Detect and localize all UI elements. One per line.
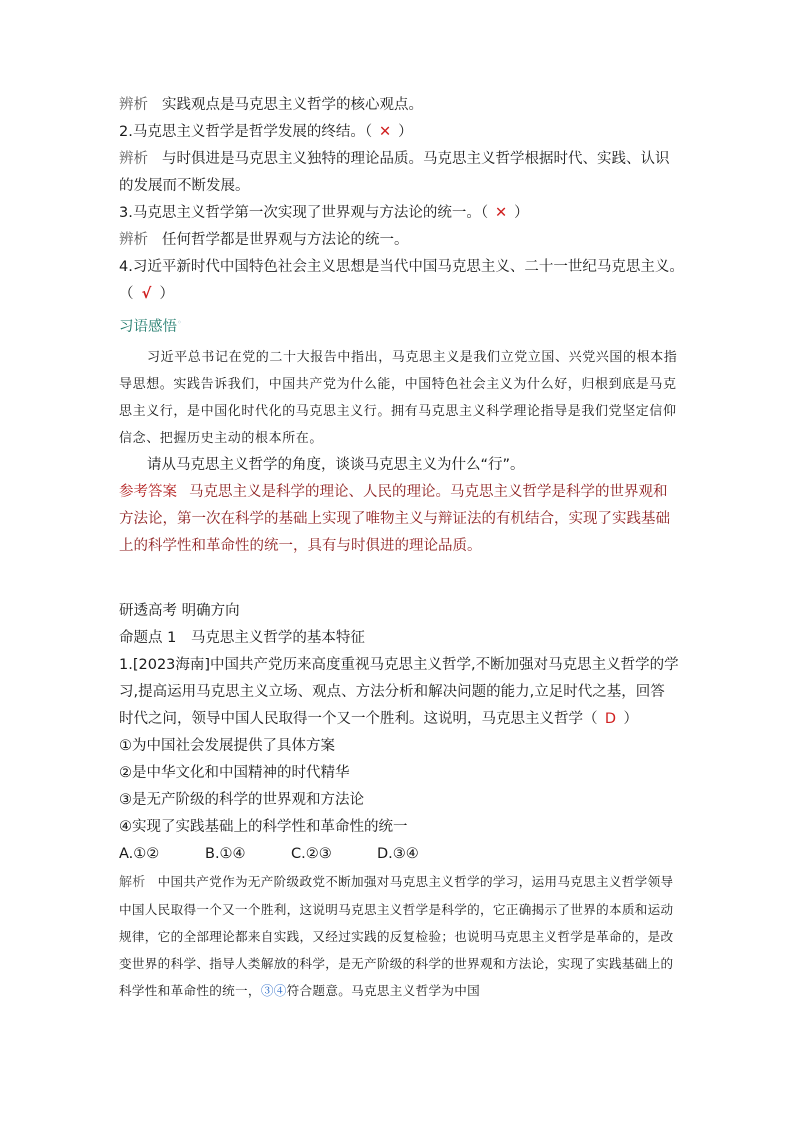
statement-2: ②是中华文化和中国精神的时代精华 xyxy=(119,764,350,781)
xiyu-heading: 习语感悟◦ xyxy=(119,318,182,335)
analysis-tag: 辨析 xyxy=(119,151,148,167)
reference-answer: 参考答案 马克思主义是科学的理论、人民的理论。马克思主义哲学是科学的世界观和方法论，第一次在科学的基础上实现了唯物主义与辩证法的有机结合，实现了实践基础上的科学性和革命性的统一，具有与时俱进的理论品质。 xyxy=(119,483,670,554)
dot-icon: ◦ xyxy=(177,318,182,327)
exam-question: 1.[2023海南]中国共产党历来高度重视马克思主义哲学,不断加强对马克思主义哲学的学习,提高运用马克思主义立场、观点、方法分析和解决问题的能力,立足时代之基，回答时代之问，领导中国人民取得一个又一个胜利。这说明，马克思主义哲学（ D ） xyxy=(119,652,679,733)
analysis-tag: 辨析 xyxy=(119,232,148,248)
answer-label: 参考答案 xyxy=(119,483,177,500)
option-b: B.①④ xyxy=(205,845,246,862)
option-d: D.③④ xyxy=(377,845,419,862)
option-a: A.①② xyxy=(119,845,160,862)
section-title: 研透高考 明确方向 xyxy=(119,602,240,619)
question-4-answer: （ √ ） xyxy=(119,281,679,308)
answer-mark: D xyxy=(604,710,617,727)
statement-1: ①为中国社会发展提供了具体方案 xyxy=(119,737,335,754)
analysis-tag: 辨析 xyxy=(119,97,148,113)
xiyu-question: 请从马克思主义哲学的角度，谈谈马克思主义为什么“行”。 xyxy=(147,456,525,473)
q3-analysis: 辨析 任何哲学都是世界观与方法论的统一。 xyxy=(119,232,409,248)
exam-analysis: 解析 中国共产党作为无产阶级政党不断加强对马克思主义哲学的学习，运用马克思主义哲学领导中国人民取得一个又一个胜利，这说明马克思主义哲学是科学的，它正确揭示了世界的本质和运动规律，它的全部理论都来自实践，又经过实践的反复检验；也说明马克思主义哲学是革命的，是改变世界的科学、指导人类解放的科学，是无产阶级的科学的世界观和方法论，实现了实践基础上的科学性和革命性的统一，③④符合题意。马克思主义哲学为中国 xyxy=(119,873,674,998)
check-icon: √ xyxy=(141,286,152,302)
analysis-label: 解析 xyxy=(119,874,146,890)
statement-4: ④实现了实践基础上的科学性和革命性的统一 xyxy=(119,818,408,835)
answer-options xyxy=(119,841,679,868)
option-c: C.②③ xyxy=(291,845,332,862)
statement-3: ③是无产阶级的科学的世界观和方法论 xyxy=(119,791,364,808)
q2-analysis: 辨析 与时俱进是马克思主义独特的理论品质。马克思主义哲学根据时代、实践、认识的发展而不断发展。 xyxy=(119,151,670,194)
question-2: 2.马克思主义哲学是哲学发展的终结。（ ✕ ） xyxy=(119,119,679,146)
xiyu-quote: 习近平总书记在党的二十大报告中指出，马克思主义是我们立党立国、兴党兴国的根本指导思想。实践告诉我们，中国共产党为什么能，中国特色社会主义为什么好，归根到底是马克思主义行，是中国化时代化的马克思主义行。拥有马克思主义科学理论指导是我们党坚定信仰信念、把握历史主动的根本所在。 xyxy=(119,349,678,446)
question-4: 4.习近平新时代中国特色社会主义思想是当代中国马克思主义、二十一世纪马克思主义。 xyxy=(119,259,684,275)
highlight-choice: ③④ xyxy=(260,982,287,998)
question-3: 3.马克思主义哲学第一次实现了世界观与方法论的统一。（ ✕ ） xyxy=(119,200,679,227)
q1-analysis: 辨析 实践观点是马克思主义哲学的核心观点。 xyxy=(119,97,423,113)
document-page xyxy=(119,92,684,1004)
cross-icon: ✕ xyxy=(379,124,392,140)
topic-heading: 命题点 1 马克思主义哲学的基本特征 xyxy=(119,629,365,646)
cross-icon: ✕ xyxy=(495,205,508,221)
